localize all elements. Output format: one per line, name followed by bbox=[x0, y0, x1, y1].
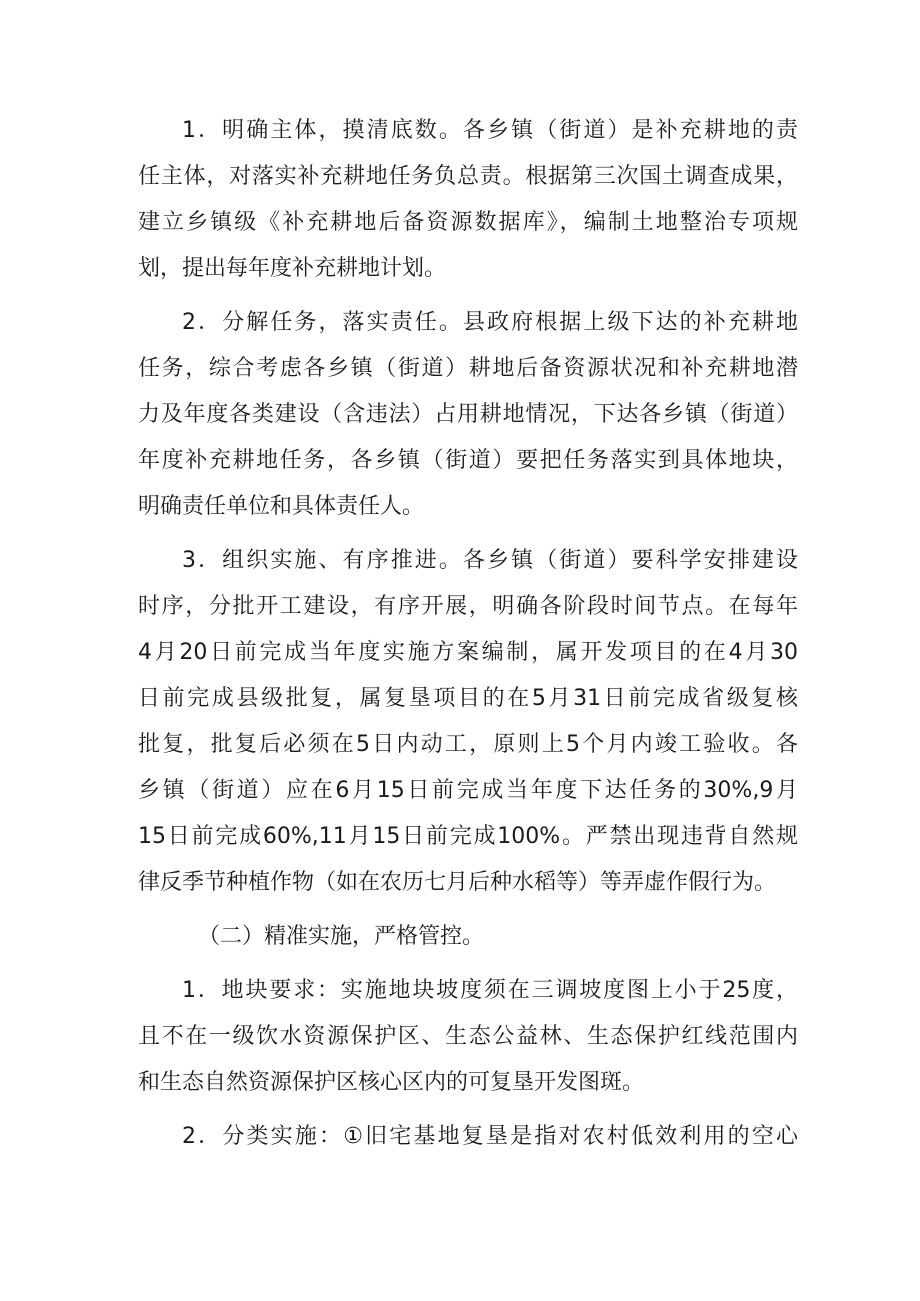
paragraph-2 bbox=[138, 300, 798, 530]
paragraph-line: 年度补充耕地任务，各乡镇（街道）要把任务落实到具体地块， bbox=[138, 448, 798, 473]
paragraph-line: 15日前完成60%,11月15日前完成100%。严禁出现违背自然规 bbox=[138, 824, 798, 849]
paragraph-line: 和生态自然资源保护区核心区内的可复垦开发图斑。 bbox=[138, 1070, 645, 1095]
section-heading-text: （二）精准实施，严格管控。 bbox=[198, 924, 485, 949]
paragraph-line: 2．分解任务，落实责任。县政府根据上级下达的补充耕地 bbox=[182, 310, 798, 335]
paragraph-1 bbox=[138, 108, 798, 292]
paragraph-line: 建立乡镇级《补充耕地后备资源数据库》，编制土地整治专项规 bbox=[138, 210, 798, 235]
paragraph-line: 且不在一级饮水资源保护区、生态公益林、生态保护红线范围内 bbox=[138, 1024, 798, 1049]
paragraph-line: 1．明确主体，摸清底数。各乡镇（街道）是补充耕地的责 bbox=[182, 118, 798, 143]
paragraph-line: 3．组织实施、有序推进。各乡镇（街道）要科学安排建设 bbox=[182, 548, 798, 573]
document-body bbox=[138, 108, 798, 1168]
paragraph-line: 任务，综合考虑各乡镇（街道）耕地后备资源状况和补充耕地潜 bbox=[138, 356, 798, 381]
paragraph-3 bbox=[138, 538, 798, 906]
paragraph-line: 2．分类实施：①旧宅基地复垦是指对农村低效利用的空心 bbox=[182, 1124, 798, 1149]
paragraph-line: 律反季节种植作物（如在农历七月后种水稻等）等弄虚作假行为。 bbox=[138, 870, 777, 895]
paragraph-line: 日前完成县级批复，属复垦项目的在5月31日前完成省级复核 bbox=[138, 686, 798, 711]
paragraph-line: 划，提出每年度补充耕地计划。 bbox=[138, 256, 447, 281]
paragraph-line: 任主体，对落实补充耕地任务负总责。根据第三次国土调查成果， bbox=[138, 164, 798, 189]
paragraph-line: 乡镇（街道）应在6月15日前完成当年度下达任务的30%,9月 bbox=[138, 778, 798, 803]
paragraph-5 bbox=[138, 1114, 798, 1160]
paragraph-line: 明确责任单位和具体责任人。 bbox=[138, 494, 425, 519]
paragraph-line: 时序，分批开工建设，有序开展，明确各阶段时间节点。在每年 bbox=[138, 594, 798, 619]
paragraph-line: 1．地块要求：实施地块坡度须在三调坡度图上小于25度， bbox=[182, 978, 798, 1003]
paragraph-line: 力及年度各类建设（含违法）占用耕地情况，下达各乡镇（街道） bbox=[138, 402, 798, 427]
paragraph-line: 4月20日前完成当年度实施方案编制，属开发项目的在4月30 bbox=[138, 640, 798, 665]
paragraph-4 bbox=[138, 968, 798, 1106]
paragraph-line: 批复，批复后必须在5日内动工，原则上5个月内竣工验收。各 bbox=[138, 732, 798, 757]
section-heading bbox=[138, 914, 798, 960]
